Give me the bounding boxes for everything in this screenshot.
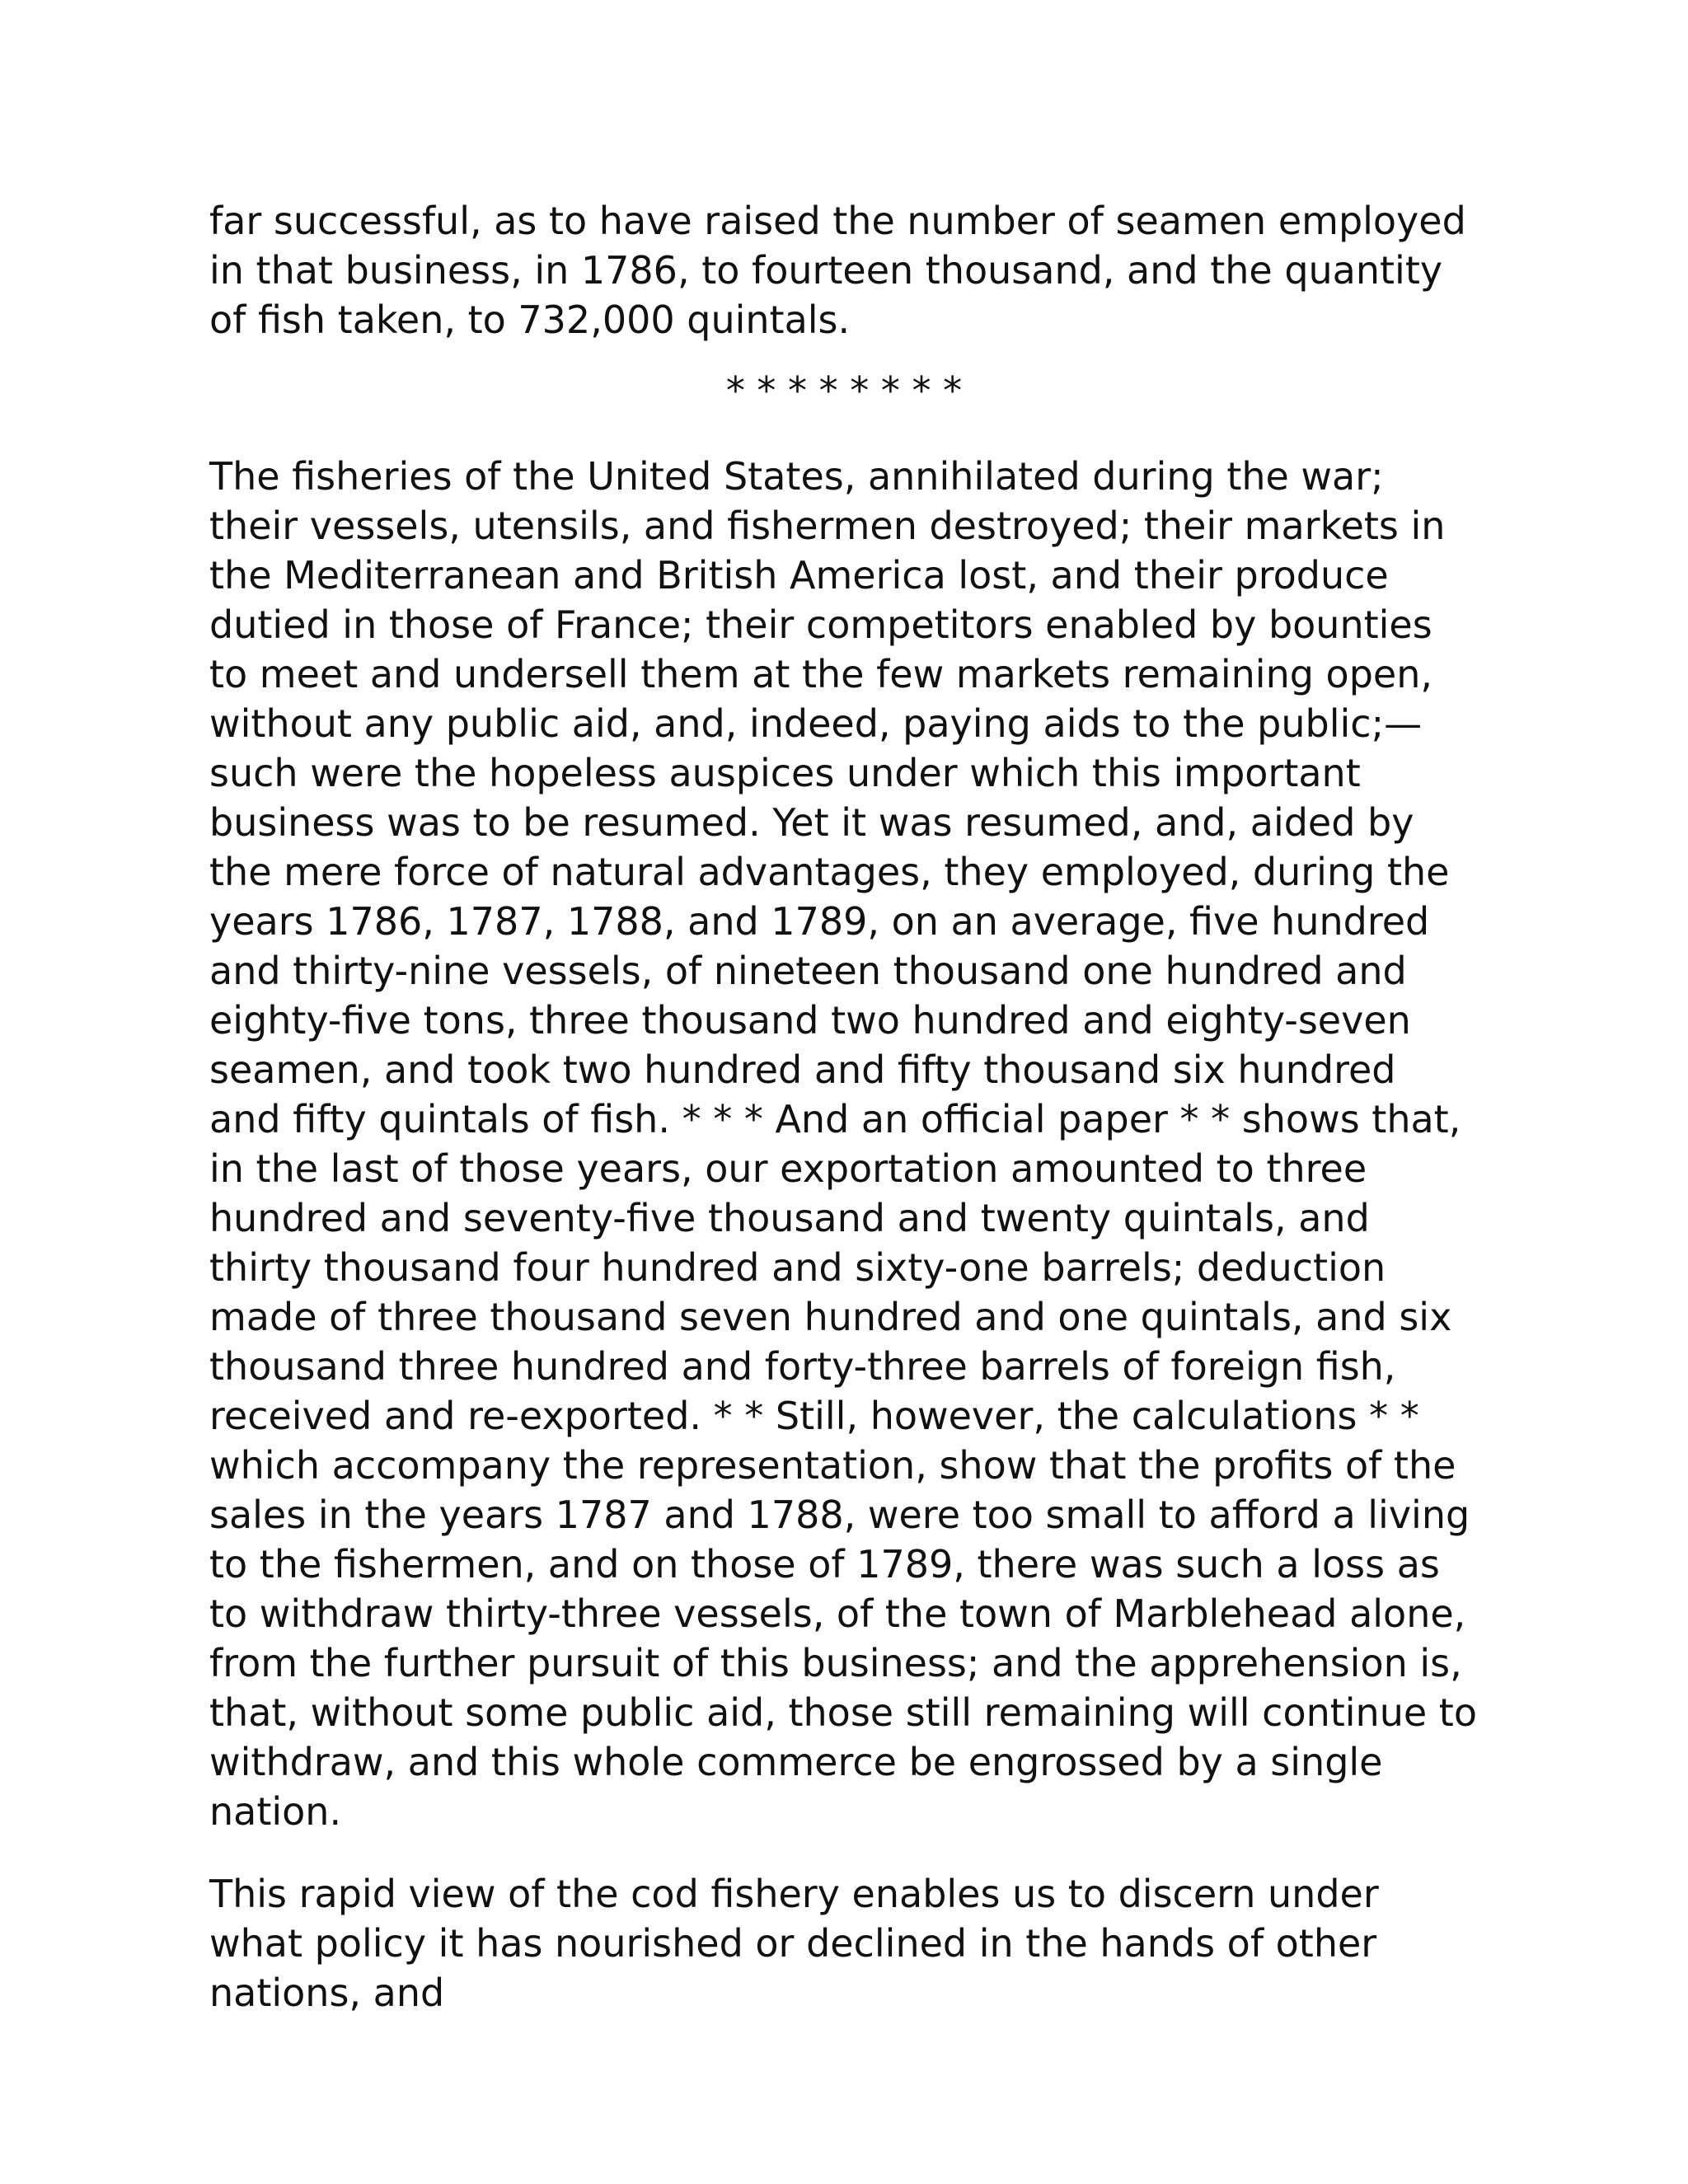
paragraph-1: far successful, as to have raised the number of seamen employed in that business, in 1786, to fourteen thousand, and the quantity of fish taken, to 732,000 quintals. [209, 199, 1466, 342]
document-page [209, 196, 1479, 2018]
paragraph-2: The fisheries of the United States, annihilated during the war; their vessels, utensils, and fishermen destroyed; their markets in the Mediterranean and British America lost, and their produce dutied in those of France; their competitors enabled by bounties to meet and undersell them at the few markets remaining open, without any public aid, and, indeed, paying aids to the public;—such were the hopeless auspices under which this important business was to be resumed. Yet it was resumed, and, aided by the mere force of natural advantages, they employed, during the years 1786, 1787, 1788, and 1789, on an average, five hundred and thirty-nine vessels, of nineteen thousand one hundred and eighty-five tons, three thousand two hundred and eighty-seven seamen, and took two hundred and fifty thousand six hundred and fifty quintals of fish. * * * And an official paper * * shows that, in the last of those years, our exportation amounted to three hundred and seventy-five thousand and twenty quintals, and thirty thousand four hundred and sixty-one barrels; deduction made of three thousand seven hundred and one quintals, and six thousand three hundred and forty-three barrels of foreign fish, received and re-exported. * * Still, however, the calculations * * which accompany the representation, show that the profits of the sales in the years 1787 and 1788, were too small to afford a living to the fishermen, and on those of 1789, there was such a loss as to withdraw thirty-three vessels, of the town of Marblehead alone, from the further pursuit of this business; and the apprehension is, that, without some public aid, those still remaining will continue to withdraw, and this whole commerce be engrossed by a single nation. [209, 454, 1477, 1834]
section-separator: * * * * * * * * [725, 368, 963, 413]
paragraph-3: This rapid view of the cod fishery enables us to discern under what policy it has nourished or declined in the hands of other nations, and [209, 1872, 1379, 2015]
